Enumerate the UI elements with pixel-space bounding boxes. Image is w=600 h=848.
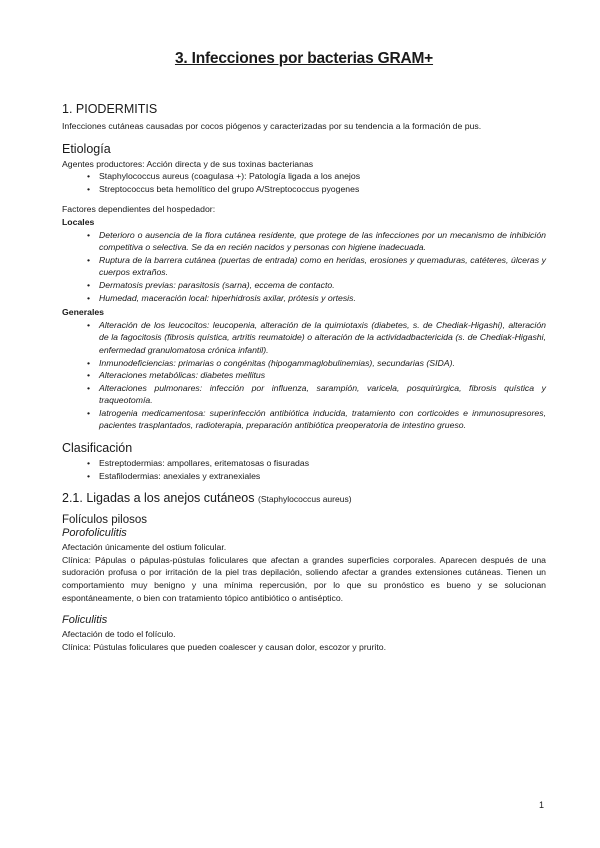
page-number: 1 [538,800,544,810]
bullet-icon: • [87,183,91,194]
list-item: • Alteraciones pulmonares: infección por influenza, sarampión, varicela, posquirúrgica, fibrosis quística y traqueotomía. [87,382,546,406]
heading-foliculitis: Foliculitis [62,614,108,627]
bullet-icon: • [87,407,91,418]
list-item: • Inmunodeficiencias: primarias o congénitas (hipogammaglobulinemias), secundarias (SIDA). [87,357,455,368]
foliculitis-afectacion: Afectación de todo el folículo. [62,629,176,640]
porofoliculitis-clinica: Clínica: Pápulas o pápulas-pústulas foliculares que afectan a grandes superficies corporales. Aparecen después de una sudoración profusa o por irritación de la piel tras depilación, soliendo afectar a grandes extensiones cutáneas. Tienen un comportamiento muy benigno y una mínima repercusión, por lo que su pronóstico es bueno y se solucionan espontáneamente, o bien con tratamiento tópico antibiótico o antiséptico. [62,554,546,603]
foliculitis-clinica: Clínica: Pústulas foliculares que pueden coalescer y causan dolor, escozor y prurito. [62,641,387,652]
bullet-icon: • [87,292,91,303]
generales-list [62,319,546,432]
list-item: • Estreptodermias: ampollares, eritematosas o fisuradas [87,458,310,469]
porofoliculitis-afectacion: Afectación únicamente del ostium folicular. [62,542,227,553]
heading-section-2-1 [62,491,546,505]
list-item: • Deterioro o ausencia de la flora cutánea residente, que protege de las infecciones por un mecanismo de inhibición competitiva o selectiva. Se da en recién nacidos y personas con higiene inadecuada. [87,229,546,253]
list-item: • Dermatosis previas: parasitosis (sarna), eccema de contacto. [87,279,335,290]
agentes-list [62,170,546,195]
list-item: • Ruptura de la barrera cutánea (puertas de entrada) como en heridas, erosiones y quemaduras, catéteres, úlceras y cuerpos extraños. [87,254,546,278]
list-item: • Staphylococcus aureus (coagulasa +): Patología ligada a los anejos [87,171,361,182]
agentes-label: Agentes productores: Acción directa y de sus toxinas bacterianas [62,158,314,169]
locales-list [62,229,546,305]
heading-clasificacion: Clasificación [62,441,133,456]
list-item: • Alteración de los leucocitos: leucopenia, alteración de la quimiotaxis (diabetes, s. de Chediak-Higashi), alteración de la fagocitosis (fibrosis quística, artritis reumatoide) o alteración de la actividadbactericida (s. de Chediak-Higashi, enfermedad granulomatosa crónica infantil). [87,319,546,355]
section-2-1-paren: (Staphylococcus aureus) [257,494,352,505]
bullet-icon: • [87,357,91,368]
bullet-icon: • [87,370,91,381]
piodermitis-intro: Infecciones cutáneas causadas por cocos piógenos y caracterizadas por su tendencia a la formación de pus. [62,121,482,131]
section-heading-piodermitis: 1. PIODERMITIS [62,102,158,116]
locales-label: Locales [62,216,95,227]
bullet-icon: • [87,254,91,265]
bullet-icon: • [87,319,91,330]
list-item: • Iatrogenia medicamentosa: superinfección antibiótica inducida, tratamiento con corticoides e inmunosupresores, pacientes trasplantados, radioterapia, preparación antibiótica preoperatoria de intestino grueso. [87,407,546,431]
heading-porofoliculitis: Porofoliculitis [62,527,127,540]
page-title: 3. Infecciones por bacterias GRAM+ [174,50,434,67]
list-item: • Alteraciones metabólicas: diabetes mellitus [87,370,266,381]
page-content [62,50,546,653]
list-item: • Streptococcus beta hemolítico del grupo A/Streptococcus pyogenes [87,183,360,194]
bullet-icon: • [87,470,91,481]
factores-label: Factores dependientes del hospedador: [62,204,216,215]
bullet-icon: • [87,458,91,469]
bullet-icon: • [87,171,91,182]
list-item: • Estafilodermias: anexiales y extranexiales [87,470,261,481]
bullet-icon: • [87,279,91,290]
generales-label: Generales [62,307,105,318]
heading-foliculos-pilosos: Folículos pilosos [62,514,148,527]
clasificacion-list [62,457,546,482]
heading-etiologia: Etiología [62,141,111,156]
list-item: • Humedad, maceración local: hiperhidrosis axilar, prótesis y ortesis. [87,292,356,303]
bullet-icon: • [87,229,91,240]
bullet-icon: • [87,382,91,393]
section-2-1-title: 2.1. Ligadas a los anejos cutáneos [62,491,255,506]
